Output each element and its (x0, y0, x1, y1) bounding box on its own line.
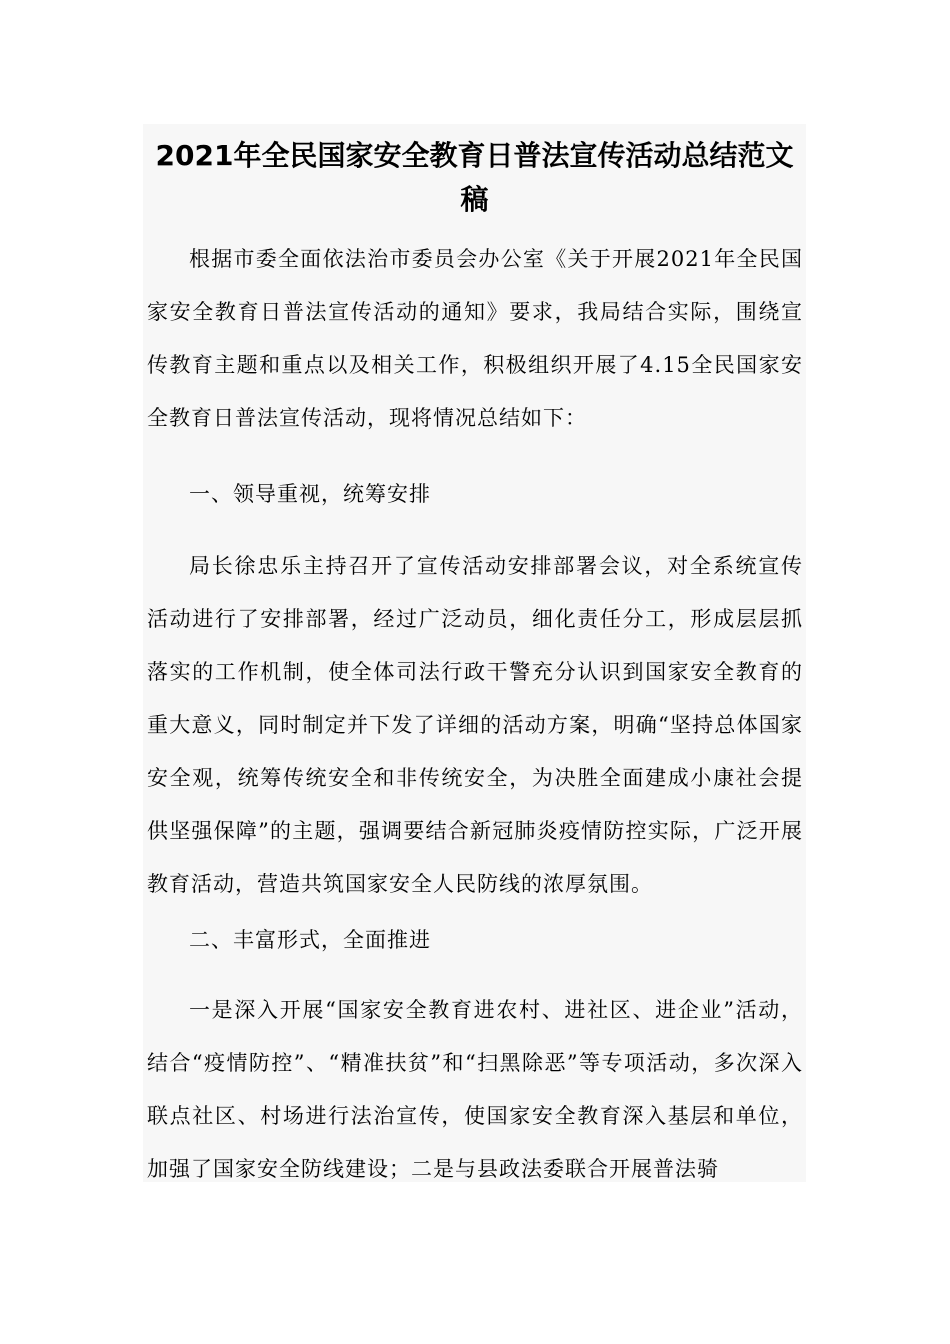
section-heading-1: 一、领导重视，统筹安排 (189, 482, 431, 506)
document-page (143, 124, 806, 1182)
paragraph-2: 一是深入开展“国家安全教育进农村、进社区、进企业”活动，结合“疫情防控”、“精准扶贫”和“扫黑除恶”等专项活动，多次深入联点社区、村场进行法治宣传，使国家安全教育深入基层和单位，加强了国家安全防线建设；二是与县政法委联合开展普法骑 (147, 998, 803, 1181)
paragraph-intro: 根据市委全面依法治市委员会办公室《关于开展2021年全民国家安全教育日普法宣传活动的通知》要求，我局结合实际，围绕宣传教育主题和重点以及相关工作，积极组织开展了4.15全民国家安全教育日普法宣传活动，现将情况总结如下： (147, 247, 803, 430)
document-title: 2021年全民国家安全教育日普法宣传活动总结范文稿 (155, 139, 794, 216)
section-heading-2: 二、丰富形式，全面推进 (189, 928, 431, 952)
paragraph-1: 局长徐忠乐主持召开了宣传活动安排部署会议，对全系统宣传活动进行了安排部署，经过广泛动员，细化责任分工，形成层层抓落实的工作机制，使全体司法行政干警充分认识到国家安全教育的重大意义，同时制定并下发了详细的活动方案，明确“坚持总体国家安全观，统筹传统安全和非传统安全，为决胜全面建成小康社会提供坚强保障”的主题，强调要结合新冠肺炎疫情防控实际，广泛开展教育活动，营造共筑国家安全人民防线的浓厚氛围。 (147, 554, 803, 896)
